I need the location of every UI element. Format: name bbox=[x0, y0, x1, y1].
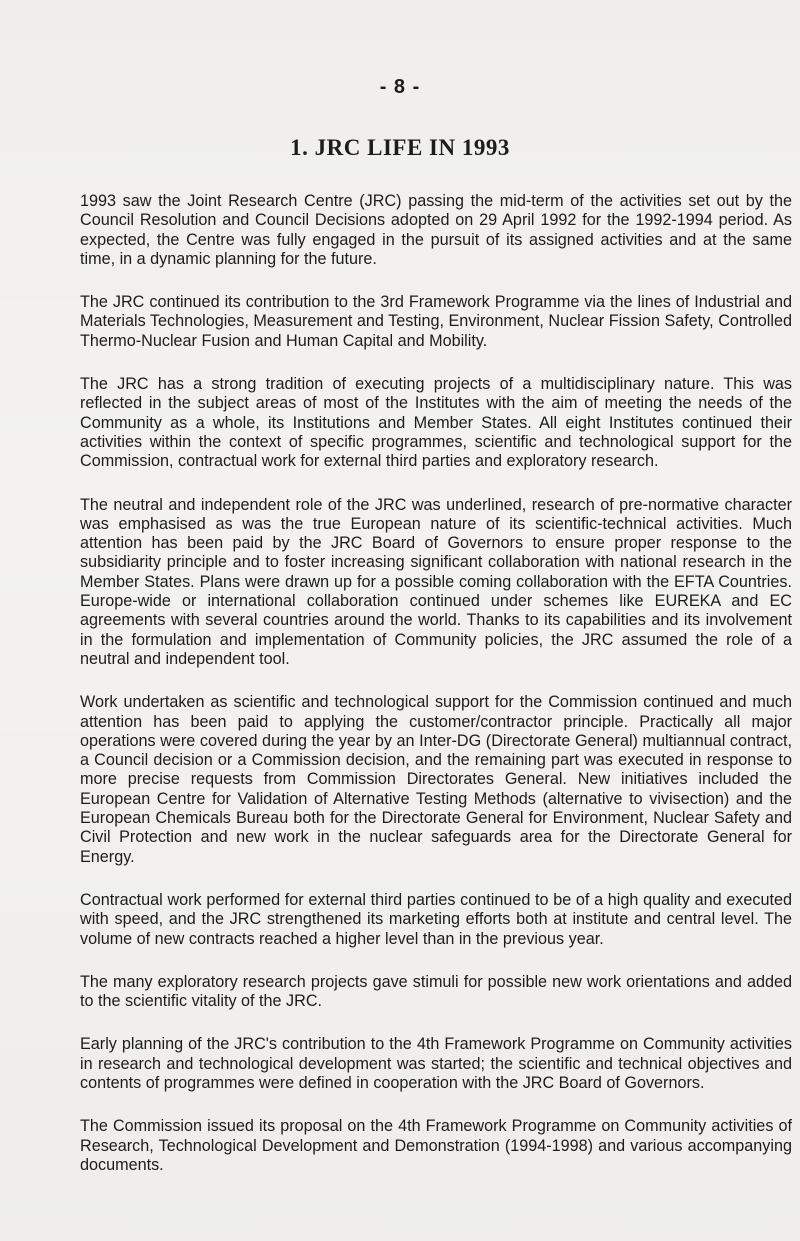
page-title: 1. JRC LIFE IN 1993 bbox=[290, 135, 510, 160]
paragraph-6: Contractual work performed for external third parties continued to be of a high quality and executed with speed, and the JRC strengthened its marketing efforts both at institute and central level. The volume of new contracts reached a higher level than in the previous year. bbox=[80, 890, 792, 948]
paragraph-5: Work undertaken as scientific and technological support for the Commission continued and much attention has been paid to applying the customer/contractor principle. Practically all major operations were covered during the year by an Inter-DG (Directorate General) multiannual contract, a Council decision or a Commission decision, and the remaining part was executed in response to more precise requests from Commission Directorates General. New initiatives included the European Centre for Validation of Alternative Testing Methods (alternative to vivisection) and the European Chemicals Bureau both for the Directorate General for Environment, Nuclear Safety and Civil Protection and new work in the nuclear safeguards area for the Directorate General for Energy. bbox=[80, 693, 792, 866]
paragraph-8: Early planning of the JRC's contribution to the 4th Framework Programme on Community activities in research and technological development was started; the scientific and technical objectives and contents of programmes were defined in cooperation with the JRC Board of Governors. bbox=[80, 1035, 792, 1092]
paragraph-3: The JRC has a strong tradition of executing projects of a multidisciplinary nature. This was reflected in the subject areas of most of the Institutes with the aim of meeting the needs of the Community as a whole, its Institutions and Member States. All eight Institutes continued their activities within the context of specific programmes, scientific and technological support for the Commission, contractual work for external third parties and exploratory research. bbox=[80, 375, 792, 471]
paragraph-1: 1993 saw the Joint Research Centre (JRC) passing the mid-term of the activities set out by the Council Resolution and Council Decisions adopted on 29 April 1992 for the 1992-1994 period. As expected, the Centre was fully engaged in the pursuit of its assigned activities and at the same time, in a dynamic planning for the future. bbox=[80, 192, 792, 268]
body-text bbox=[80, 192, 792, 1199]
page-number: - 8 - bbox=[379, 76, 421, 98]
paragraph-7: The many exploratory research projects gave stimuli for possible new work orientations and added to the scientific vitality of the JRC. bbox=[80, 972, 792, 1011]
paragraph-9: The Commission issued its proposal on the 4th Framework Programme on Community activities of Research, Technological Development and Demonstration (1994-1998) and various accompanying documents. bbox=[80, 1117, 792, 1174]
paragraph-4: The neutral and independent role of the JRC was underlined, research of pre-normative character was emphasised as was the true European nature of its scientific-technical activities. Much attention has been paid by the JRC Board of Governors to ensure proper response to the subsidiarity principle and to foster increasing significant collaboration with national research in the Member States. Plans were drawn up for a possible coming collaboration with the EFTA Countries. Europe-wide or international collaboration continued under schemes like EUREKA and EC agreements with several countries around the world. Thanks to its capabilities and its involvement in the formulation and implementation of Community policies, the JRC assumed the role of a neutral and independent tool. bbox=[80, 495, 792, 668]
paragraph-2: The JRC continued its contribution to the 3rd Framework Programme via the lines of Industrial and Materials Technologies, Measurement and Testing, Environment, Nuclear Fission Safety, Controlled Thermo-Nuclear Fusion and Human Capital and Mobility. bbox=[80, 293, 792, 350]
